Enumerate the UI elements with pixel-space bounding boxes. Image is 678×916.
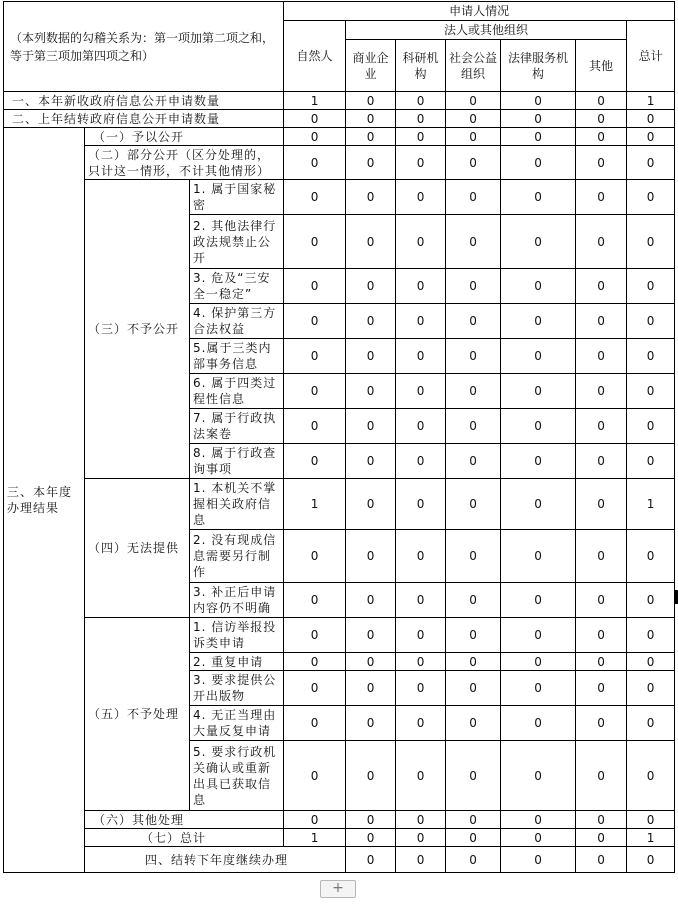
- cell-social: 0: [446, 530, 501, 583]
- cell-social: 0: [446, 374, 501, 409]
- table-row: [4, 618, 675, 653]
- cell-other: 0: [576, 479, 627, 530]
- cell-natural: 0: [284, 215, 346, 269]
- cell-legal-service: 0: [501, 110, 576, 128]
- relation-note: （本列数据的勾稽关系为：第一项加第二项之和，等于第三项加第四项之和）: [4, 2, 284, 92]
- cell-total: 0: [627, 671, 675, 706]
- row-label: （七）总计: [85, 829, 284, 847]
- cell-social: 0: [446, 339, 501, 374]
- row-label: 5.属于三类内部事务信息: [190, 339, 284, 374]
- cell-social: 0: [446, 128, 501, 146]
- row-label: 1. 属于国家秘密: [190, 180, 284, 215]
- row-label: 3. 补正后申请内容仍不明确: [190, 583, 284, 618]
- row-label: 二、上年结转政府信息公开申请数量: [4, 110, 284, 128]
- cell-research: 0: [396, 741, 446, 811]
- cell-business: 0: [346, 741, 396, 811]
- cell-business: 0: [346, 444, 396, 479]
- cell-legal-service: 0: [501, 92, 576, 110]
- cell-total: 0: [627, 409, 675, 444]
- cell-research: 0: [446, 847, 501, 873]
- legal-group-header: 法人或其他组织: [346, 21, 627, 40]
- cell-other: 0: [576, 653, 627, 671]
- cell-total: 0: [627, 146, 675, 180]
- cell-social: 0: [446, 811, 501, 829]
- row-label: （六）其他处理: [85, 811, 284, 829]
- cell-other: 0: [576, 304, 627, 339]
- research-header: 科研机构: [396, 40, 446, 92]
- cell-other: 0: [576, 444, 627, 479]
- cell-total: 1: [627, 479, 675, 530]
- cell-research: 0: [396, 618, 446, 653]
- cell-research: 0: [396, 479, 446, 530]
- row-label: 4. 无正当理由大量反复申请: [190, 706, 284, 741]
- cell-other: 0: [576, 110, 627, 128]
- cell-social: 0: [501, 847, 576, 873]
- business-header: 商业企业: [346, 40, 396, 92]
- cell-natural: 0: [284, 269, 346, 304]
- cell-natural: 0: [284, 374, 346, 409]
- cell-legal-service: 0: [501, 146, 576, 180]
- cell-natural: 0: [284, 653, 346, 671]
- cell-other: 0: [576, 530, 627, 583]
- cell-business: 0: [346, 479, 396, 530]
- cell-legal-service: 0: [501, 479, 576, 530]
- cell-research: 0: [396, 409, 446, 444]
- cell-legal-service: 0: [501, 269, 576, 304]
- cell-research: 0: [396, 671, 446, 706]
- cell-business: 0: [346, 653, 396, 671]
- add-row-button[interactable]: +: [320, 880, 356, 898]
- table-row: [4, 146, 675, 180]
- row-label: 3. 危及“三安全一稳定”: [190, 269, 284, 304]
- cell-business: 0: [346, 583, 396, 618]
- cell-other: 0: [576, 215, 627, 269]
- cell-legal-service: 0: [501, 374, 576, 409]
- cell-research: 0: [396, 110, 446, 128]
- social-header: 社会公益组织: [446, 40, 501, 92]
- table-row: [4, 110, 675, 128]
- cell-business: 0: [346, 92, 396, 110]
- cell-research: 0: [396, 146, 446, 180]
- cell-legal-service: 0: [501, 671, 576, 706]
- legal-service-header: 法律服务机构: [501, 40, 576, 92]
- cell-total: 0: [627, 215, 675, 269]
- cell-business: 0: [346, 409, 396, 444]
- cell-total: 0: [627, 741, 675, 811]
- cell-business: 0: [346, 374, 396, 409]
- cell-other: 0: [576, 269, 627, 304]
- cell-natural: 0: [284, 409, 346, 444]
- cell-social: 0: [446, 110, 501, 128]
- cell-other: 0: [576, 128, 627, 146]
- cell-business: 0: [346, 110, 396, 128]
- row-label: 8. 属于行政查询事项: [190, 444, 284, 479]
- cell-legal-service: 0: [501, 530, 576, 583]
- cell-research: 0: [396, 92, 446, 110]
- row-label: 2. 重复申请: [190, 653, 284, 671]
- cell-social: 0: [446, 583, 501, 618]
- cell-social: 0: [446, 304, 501, 339]
- cell-legal-service: 0: [501, 653, 576, 671]
- cell-natural: 0: [284, 530, 346, 583]
- table-row: [4, 92, 675, 110]
- cell-other: 0: [576, 618, 627, 653]
- cell-natural: 1: [284, 479, 346, 530]
- cell-social: 0: [446, 409, 501, 444]
- cell-business: 0: [346, 811, 396, 829]
- cell-business: 0: [346, 530, 396, 583]
- cell-other: 0: [576, 811, 627, 829]
- cell-social: 0: [446, 92, 501, 110]
- cell-total: 0: [627, 374, 675, 409]
- cell-social: 0: [446, 618, 501, 653]
- group-result: 三、本年度办理结果: [4, 128, 85, 873]
- cell-other: 0: [576, 92, 627, 110]
- cell-natural: 0: [284, 304, 346, 339]
- total-header: 总计: [627, 21, 675, 92]
- cell-total: 0: [627, 269, 675, 304]
- cell-natural: 0: [284, 444, 346, 479]
- cell-business: 0: [396, 847, 446, 873]
- row-label: 2. 其他法律行政法规禁止公开: [190, 215, 284, 269]
- applicant-header: 申请人情况: [284, 2, 675, 21]
- cell-research: 0: [396, 180, 446, 215]
- table-row: [4, 811, 675, 829]
- group-no-public: （三）不予公开: [85, 180, 190, 479]
- group-cannot-provide: （四）无法提供: [85, 479, 190, 618]
- table-row: [4, 847, 675, 873]
- table-row: [4, 128, 675, 146]
- cell-legal-service: 0: [501, 706, 576, 741]
- cell-research: 0: [396, 653, 446, 671]
- natural-person-header: 自然人: [284, 21, 346, 92]
- cell-legal-service: 0: [501, 811, 576, 829]
- cell-total: 0: [627, 339, 675, 374]
- cell-research: 0: [396, 811, 446, 829]
- cell-business: 0: [346, 339, 396, 374]
- cell-legal-service: 0: [501, 304, 576, 339]
- row-label: 2. 没有现成信息需要另行制作: [190, 530, 284, 583]
- cell-natural: 0: [284, 128, 346, 146]
- cell-total: 0: [627, 618, 675, 653]
- cell-business: 0: [346, 304, 396, 339]
- cell-research: 0: [396, 829, 446, 847]
- cell-natural: 0: [284, 180, 346, 215]
- cell-business: 0: [346, 829, 396, 847]
- cell-total: 0: [627, 444, 675, 479]
- cell-business: 0: [346, 180, 396, 215]
- cell-natural: 0: [284, 583, 346, 618]
- cell-social: 0: [446, 671, 501, 706]
- cell-total: 0: [627, 583, 675, 618]
- cell-research: 0: [396, 530, 446, 583]
- cell-social: 0: [446, 653, 501, 671]
- cell-natural: 0: [284, 146, 346, 180]
- other-header: 其他: [576, 40, 627, 92]
- cell-research: 0: [396, 339, 446, 374]
- cell-total: 0: [627, 128, 675, 146]
- cell-legal-service: 0: [501, 829, 576, 847]
- cell-business: 0: [346, 671, 396, 706]
- cell-natural: 0: [284, 741, 346, 811]
- cell-other: 0: [576, 741, 627, 811]
- row-label: （一）予以公开: [85, 128, 284, 146]
- cell-natural: 0: [284, 110, 346, 128]
- cell-social: 0: [446, 706, 501, 741]
- cell-other: 0: [576, 583, 627, 618]
- cell-total: 0: [627, 653, 675, 671]
- cell-business: 0: [346, 215, 396, 269]
- cell-business: 0: [346, 146, 396, 180]
- cell-research: 0: [396, 444, 446, 479]
- cell-social: 0: [446, 741, 501, 811]
- cell-legal-service: 0: [501, 618, 576, 653]
- cell-natural: 0: [284, 811, 346, 829]
- cell-research: 0: [396, 706, 446, 741]
- cell-legal-service: 0: [501, 409, 576, 444]
- row-label: 四、结转下年度继续办理: [85, 847, 346, 873]
- cell-research: 0: [396, 374, 446, 409]
- cell-research: 0: [396, 128, 446, 146]
- cell-social: 0: [446, 269, 501, 304]
- table-row: [4, 829, 675, 847]
- table-row: [4, 479, 675, 530]
- cell-other: 0: [576, 829, 627, 847]
- cell-total: 1: [627, 92, 675, 110]
- row-label: 一、本年新收政府信息公开申请数量: [4, 92, 284, 110]
- cell-other: 0: [576, 339, 627, 374]
- cell-total: 0: [627, 811, 675, 829]
- cell-social: 0: [446, 146, 501, 180]
- cell-total: 0: [627, 706, 675, 741]
- cell-legal-service: 0: [501, 128, 576, 146]
- cell-legal-service: 0: [501, 180, 576, 215]
- cell-natural: 0: [284, 339, 346, 374]
- cell-other: 0: [576, 374, 627, 409]
- cell-other: 0: [576, 409, 627, 444]
- cell-total: 0: [627, 530, 675, 583]
- cell-research: 0: [396, 304, 446, 339]
- cell-legal-service: 0: [576, 847, 627, 873]
- table-row: [4, 180, 675, 215]
- cell-other: 0: [576, 146, 627, 180]
- cell-legal-service: 0: [501, 339, 576, 374]
- cell-total: 1: [627, 829, 675, 847]
- row-label: 7. 属于行政执法案卷: [190, 409, 284, 444]
- row-label: 1. 本机关不掌握相关政府信息: [190, 479, 284, 530]
- cell-natural: 1: [284, 92, 346, 110]
- cell-total: 0: [627, 304, 675, 339]
- cell-other: 0: [576, 180, 627, 215]
- group-not-process: （五）不予处理: [85, 618, 190, 811]
- cell-natural: 0: [284, 618, 346, 653]
- cell-other: 0: [576, 706, 627, 741]
- cell-natural: 1: [284, 829, 346, 847]
- row-label: 1. 信访举报投诉类申请: [190, 618, 284, 653]
- cell-total: 0: [627, 180, 675, 215]
- cell-social: 0: [446, 215, 501, 269]
- cell-research: 0: [396, 215, 446, 269]
- cell-social: 0: [446, 180, 501, 215]
- cell-natural: 0: [284, 706, 346, 741]
- cell-legal-service: 0: [501, 741, 576, 811]
- cell-legal-service: 0: [501, 215, 576, 269]
- cell-business: 0: [346, 269, 396, 304]
- cell-other: 0: [627, 847, 675, 873]
- cell-business: 0: [346, 618, 396, 653]
- cell-business: 0: [346, 706, 396, 741]
- row-label: 4. 保护第三方合法权益: [190, 304, 284, 339]
- cell-social: 0: [446, 444, 501, 479]
- cell-natural: 0: [346, 847, 396, 873]
- row-label: 3. 要求提供公开出版物: [190, 671, 284, 706]
- cell-total: 0: [627, 110, 675, 128]
- cell-legal-service: 0: [501, 444, 576, 479]
- row-label: （二）部分公开（区分处理的，只计这一情形，不计其他情形）: [85, 146, 284, 180]
- cell-social: 0: [446, 829, 501, 847]
- cell-research: 0: [396, 269, 446, 304]
- government-info-disclosure-table: [3, 1, 675, 873]
- cell-research: 0: [396, 583, 446, 618]
- cell-business: 0: [346, 128, 396, 146]
- row-label: 6. 属于四类过程性信息: [190, 374, 284, 409]
- row-label: 5. 要求行政机关确认或重新出具已获取信息: [190, 741, 284, 811]
- cell-social: 0: [446, 479, 501, 530]
- cell-other: 0: [576, 671, 627, 706]
- cell-natural: 0: [284, 671, 346, 706]
- cell-legal-service: 0: [501, 583, 576, 618]
